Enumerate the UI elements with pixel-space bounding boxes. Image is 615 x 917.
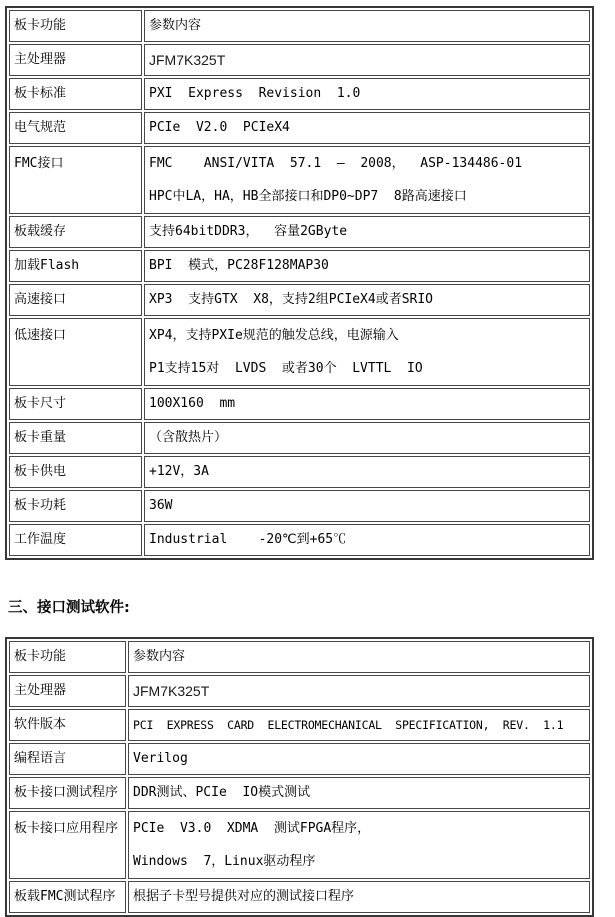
row-value-cell xyxy=(144,78,590,110)
row-label: 编程语言 xyxy=(14,751,67,766)
row-label-cell xyxy=(9,422,142,454)
table-row xyxy=(9,777,590,809)
row-label: 工作温度 xyxy=(14,532,67,547)
row-value-cell xyxy=(128,709,590,741)
row-value-cell xyxy=(144,216,590,248)
row-label-cell xyxy=(9,641,126,673)
row-value-line: DDR测试、PCIe IO模式测试 xyxy=(133,785,311,800)
row-value-cell xyxy=(128,641,590,673)
row-label-cell xyxy=(9,524,142,556)
row-value-line: 参数内容 xyxy=(133,649,186,664)
row-value-cell xyxy=(128,811,590,879)
software-spec-table-body xyxy=(9,641,590,913)
row-label: 板卡尺寸 xyxy=(14,396,67,411)
row-label-cell xyxy=(9,284,142,316)
row-label-cell xyxy=(9,881,126,913)
hardware-spec-table-body xyxy=(9,10,590,556)
row-label-cell xyxy=(9,146,142,214)
row-label: FMC接口 xyxy=(14,156,64,171)
row-value-line: 参数内容 xyxy=(149,18,202,33)
table-row xyxy=(9,78,590,110)
row-value-cell xyxy=(128,881,590,913)
row-value-cell xyxy=(144,422,590,454)
row-value-line: PCI EXPRESS CARD ELECTROMECHANICAL SPECIFICATION, REV. 1.1 xyxy=(133,718,564,732)
row-value-cell xyxy=(128,675,590,707)
row-label: 板卡重量 xyxy=(14,430,67,445)
row-value-line: 100X160 mm xyxy=(149,396,236,411)
row-label: 板载缓存 xyxy=(14,224,67,239)
table-row xyxy=(9,743,590,775)
row-value-cell xyxy=(144,490,590,522)
row-value-cell xyxy=(144,456,590,488)
row-label: 板卡功能 xyxy=(14,649,67,664)
row-value-cell xyxy=(144,10,590,42)
row-label: 板卡供电 xyxy=(14,464,67,479)
row-value-line: HPC中LA，HA，HB全部接口和DP0~DP7 8路高速接口 xyxy=(149,189,467,204)
row-value-cell xyxy=(144,524,590,556)
row-value-line: XP4，支持PXIe规范的触发总线，电源输入 xyxy=(149,328,399,343)
row-value-cell xyxy=(144,318,590,386)
row-value-cell xyxy=(144,44,590,76)
row-label-cell xyxy=(9,709,126,741)
table-row xyxy=(9,44,590,76)
row-label: 加载Flash xyxy=(14,258,80,273)
table-row xyxy=(9,250,590,282)
table-row xyxy=(9,709,590,741)
row-label: 高速接口 xyxy=(14,292,67,307)
row-label-cell xyxy=(9,78,142,110)
table-row xyxy=(9,388,590,420)
section-heading-interface-test-software: 三、接口测试软件: xyxy=(8,600,130,616)
row-value-line: +12V，3A xyxy=(149,464,209,479)
table-row xyxy=(9,284,590,316)
row-value-cell xyxy=(144,250,590,282)
row-label: 主处理器 xyxy=(14,683,67,698)
row-value-line: PXI Express Revision 1.0 xyxy=(149,86,361,101)
table-row xyxy=(9,490,590,522)
row-label: 板卡标准 xyxy=(14,86,67,101)
row-value-line: Windows 7，Linux驱动程序 xyxy=(133,854,316,869)
row-value-line: PCIe V2.0 PCIeX4 xyxy=(149,120,290,135)
table-row xyxy=(9,524,590,556)
table-row xyxy=(9,10,590,42)
row-value-line: 36W xyxy=(149,498,173,513)
row-value-line: XP3 支持GTX X8，支持2组PCIeX4或者SRIO xyxy=(149,292,434,307)
row-label-cell xyxy=(9,490,142,522)
table-row xyxy=(9,318,590,386)
row-label: 板卡功能 xyxy=(14,18,67,33)
row-value-line: （含散热片） xyxy=(149,430,228,445)
row-value-line: 根据子卡型号提供对应的测试接口程序 xyxy=(133,889,355,904)
row-label: 板卡功耗 xyxy=(14,498,67,513)
row-value-cell xyxy=(144,112,590,144)
table-row xyxy=(9,112,590,144)
row-value-cell xyxy=(128,777,590,809)
row-label-cell xyxy=(9,388,142,420)
row-label-cell xyxy=(9,456,142,488)
table-row xyxy=(9,675,590,707)
row-label-cell xyxy=(9,44,142,76)
row-label: 软件版本 xyxy=(14,717,67,732)
table-row xyxy=(9,641,590,673)
row-label: 电气规范 xyxy=(14,120,67,135)
row-value-line: P1支持15对 LVDS 或者30个 LVTTL IO xyxy=(149,361,423,376)
table-row xyxy=(9,146,590,214)
row-label: 板卡接口测试程序 xyxy=(14,785,119,800)
table-row xyxy=(9,811,590,879)
row-label-cell xyxy=(9,675,126,707)
row-value-line: Verilog xyxy=(133,751,188,766)
row-label: 板载FMC测试程序 xyxy=(14,889,116,904)
table-row xyxy=(9,881,590,913)
table-row xyxy=(9,422,590,454)
row-value-line: FMC ANSI/VITA 57.1 – 2008， ASP-134486-01 xyxy=(149,156,523,171)
row-label-cell xyxy=(9,318,142,386)
row-value-cell xyxy=(144,146,590,214)
row-label-cell xyxy=(9,811,126,879)
table-row xyxy=(9,456,590,488)
row-value-line: PCIe V3.0 XDMA 测试FPGA程序， xyxy=(133,821,371,836)
row-value-line: JFM7K325T xyxy=(133,683,210,699)
hardware-spec-table xyxy=(5,6,594,560)
row-value-line: BPI 模式，PC28F128MAP30 xyxy=(149,258,329,273)
row-label-cell xyxy=(9,216,142,248)
row-value-line: 支持64bitDDR3， 容量2GByte xyxy=(149,224,348,239)
row-label: 主处理器 xyxy=(14,52,67,67)
row-value-line: Industrial -20℃到+65℃ xyxy=(149,532,347,547)
row-value-line: JFM7K325T xyxy=(149,52,226,68)
row-label-cell xyxy=(9,250,142,282)
row-label: 板卡接口应用程序 xyxy=(14,821,119,836)
row-label-cell xyxy=(9,777,126,809)
row-label-cell xyxy=(9,743,126,775)
row-value-cell xyxy=(144,388,590,420)
row-value-cell xyxy=(144,284,590,316)
software-spec-table xyxy=(5,637,594,917)
table-row xyxy=(9,216,590,248)
row-label: 低速接口 xyxy=(14,328,67,343)
row-label-cell xyxy=(9,10,142,42)
row-value-cell xyxy=(128,743,590,775)
row-label-cell xyxy=(9,112,142,144)
